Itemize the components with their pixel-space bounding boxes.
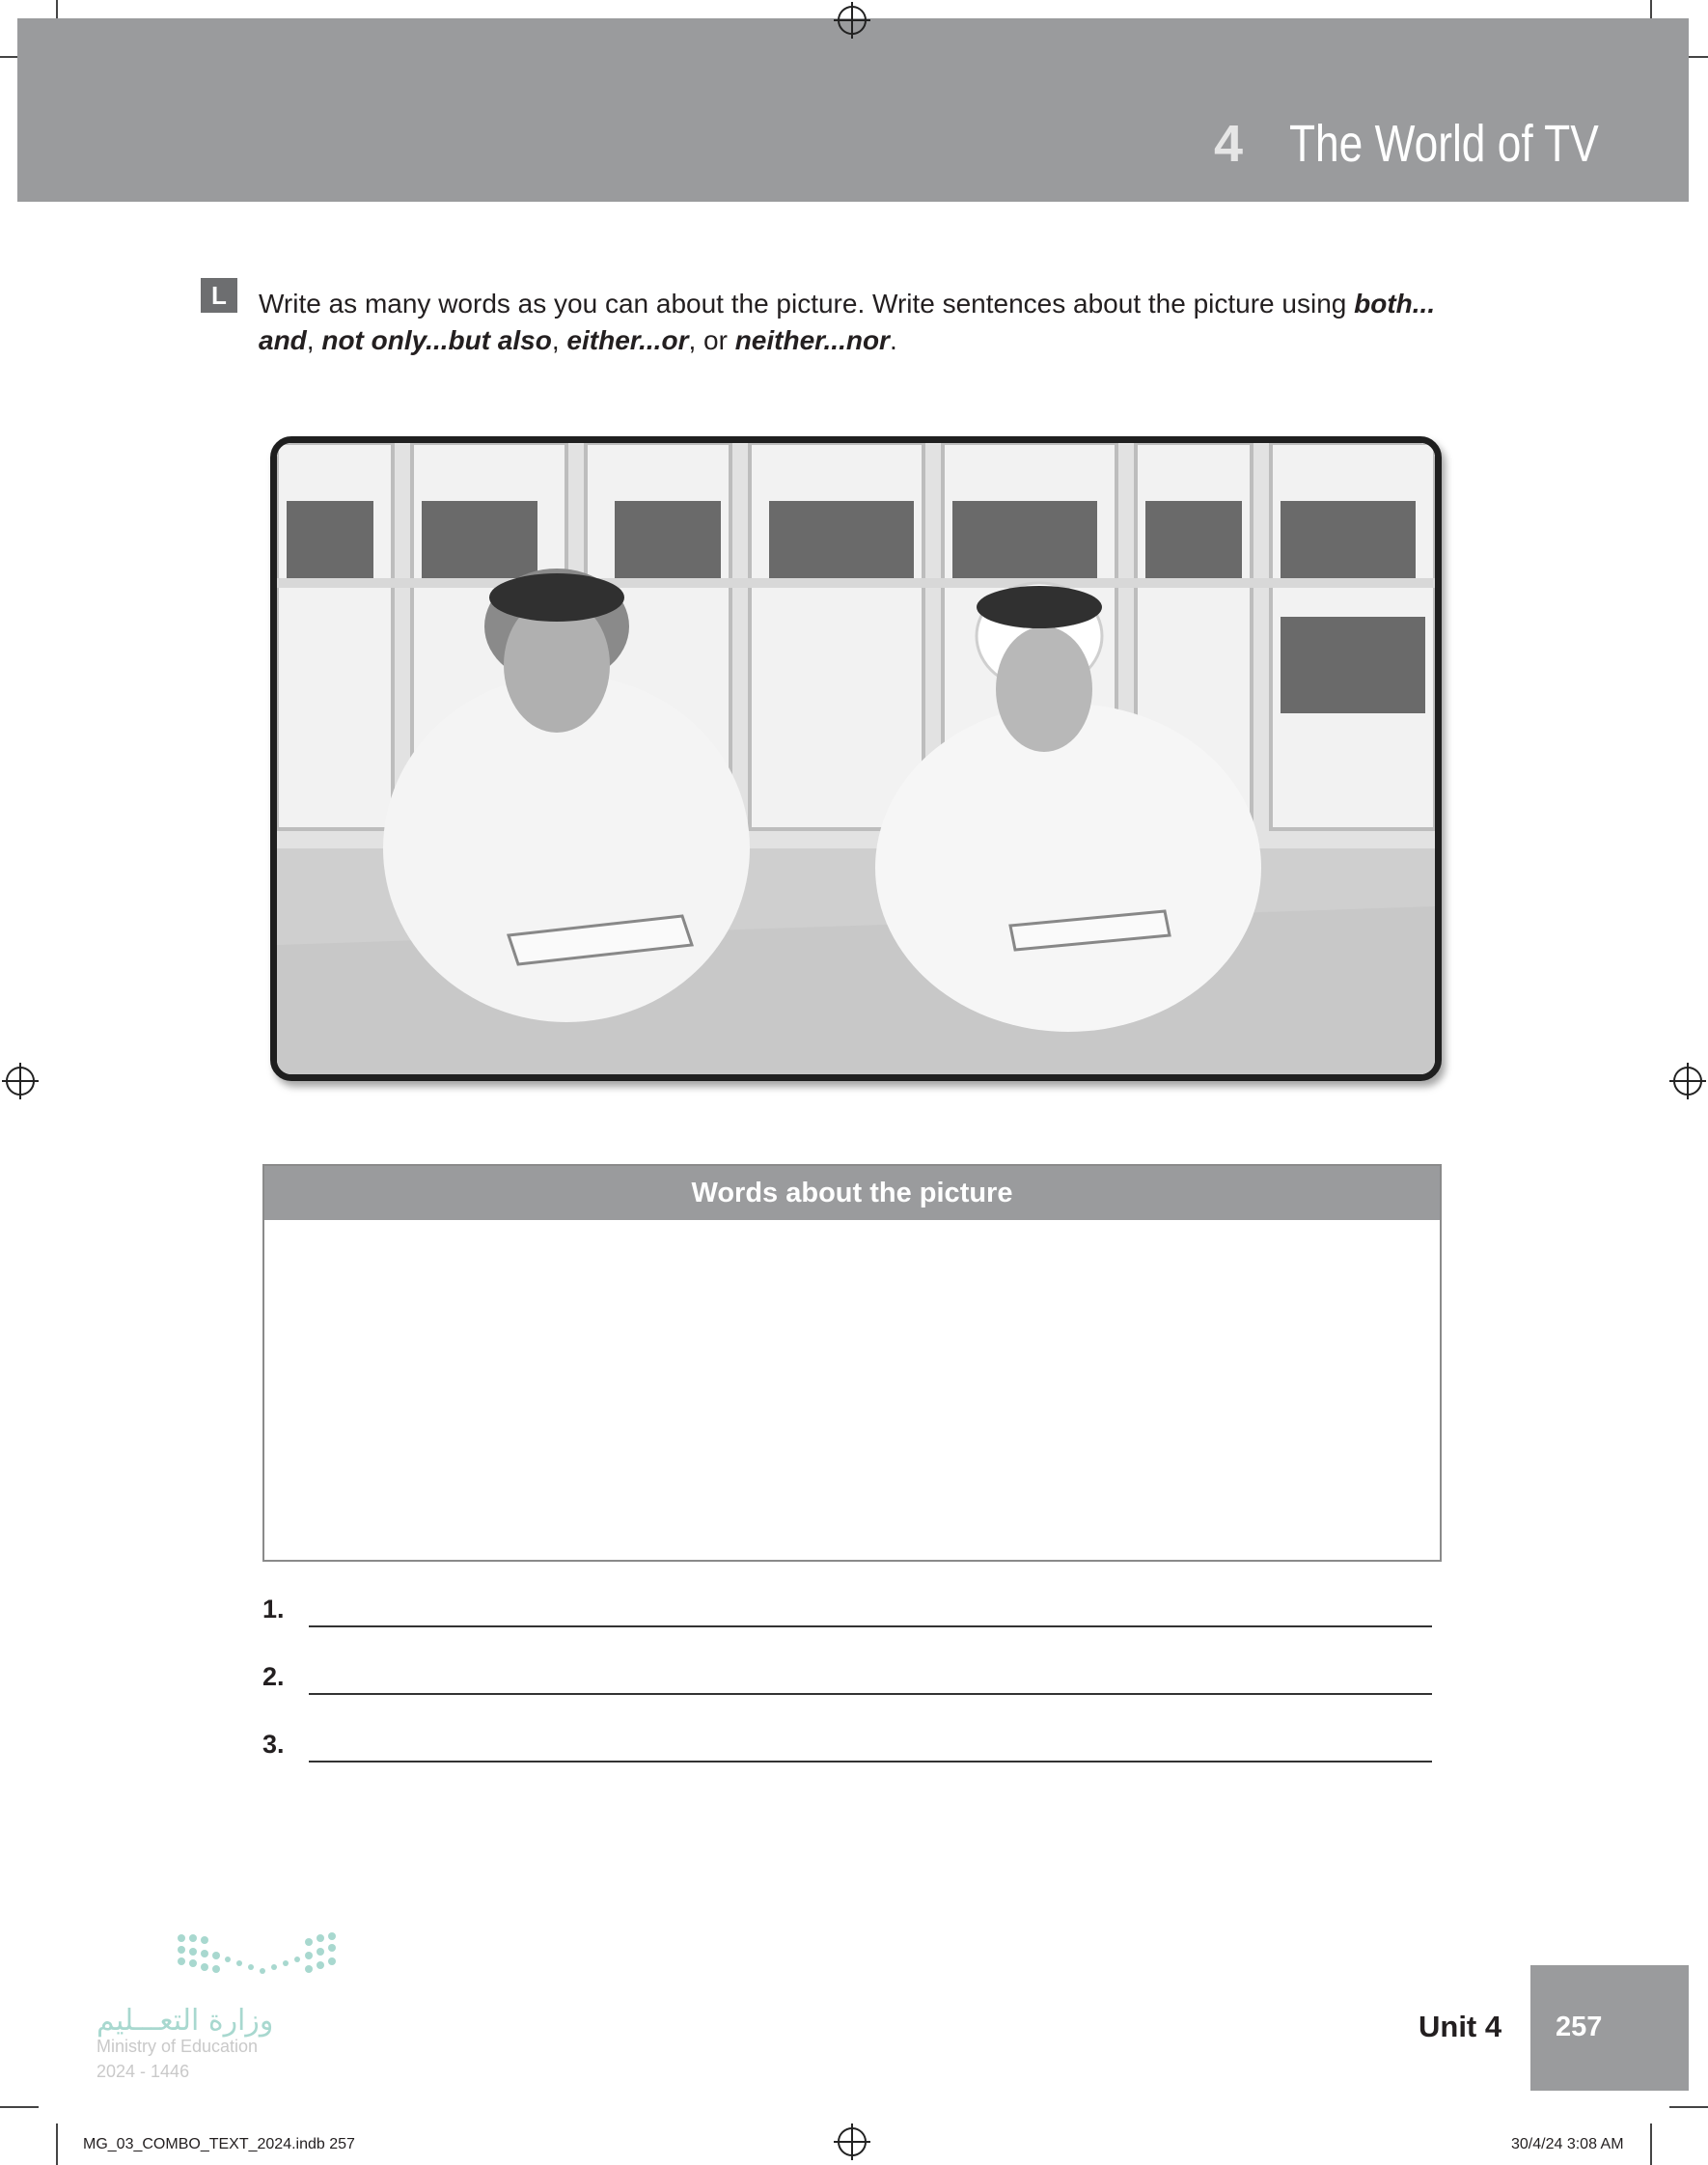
registration-mark-icon (1673, 1067, 1702, 1096)
exercise-instruction (259, 286, 1455, 359)
crop-mark (1650, 2123, 1652, 2165)
keyword-not-only: not only...but also (321, 325, 552, 355)
writing-rule (309, 1625, 1432, 1627)
line-number: 3. (262, 1730, 285, 1759)
words-about-picture-box (262, 1164, 1442, 1562)
ministry-name-arabic: وزارة التعـــليم (96, 2004, 274, 2038)
crop-mark (56, 2123, 58, 2165)
keyword-neither-nor: neither...nor (734, 325, 890, 355)
keyword-and: and (259, 325, 307, 355)
instruction-end: . (889, 325, 897, 355)
ministry-year: 2024 - 1446 (96, 2062, 190, 2081)
keyword-both: both... (1354, 289, 1436, 319)
words-box-writing-area[interactable] (264, 1220, 1440, 1560)
photo-two-men-reading-icon (277, 443, 1435, 1074)
sentence-line-1[interactable] (262, 1595, 1442, 1633)
separator: , (306, 325, 322, 355)
unit-number: 4 (1214, 115, 1244, 173)
line-number: 2. (262, 1662, 285, 1691)
separator: , (551, 325, 567, 355)
print-slug-date: 30/4/24 3:08 AM (1511, 2136, 1624, 2152)
print-slug-file: MG_03_COMBO_TEXT_2024.indb 257 (83, 2136, 355, 2152)
photo-frame (270, 436, 1442, 1081)
ministry-name-english: Ministry of Education (96, 2037, 259, 2056)
sentence-line-3[interactable] (262, 1730, 1442, 1768)
registration-mark-icon (838, 2127, 867, 2156)
writing-rule (309, 1761, 1432, 1763)
crop-mark (0, 2106, 39, 2108)
unit-title: The World of TV (1289, 115, 1599, 173)
registration-mark-icon (838, 6, 867, 35)
keyword-either-or: either...or (566, 325, 689, 355)
words-box-header: Words about the picture (264, 1166, 1440, 1220)
instruction-text: Write as many words as you can about the picture. Write sentences about the picture using (259, 289, 1355, 319)
sentence-line-2[interactable] (262, 1662, 1442, 1701)
header-band (17, 18, 1689, 202)
registration-mark-icon (6, 1067, 35, 1096)
crop-mark (1669, 2106, 1708, 2108)
page-number: 257 (1556, 2012, 1603, 2042)
page-number-tab (1530, 1965, 1689, 2091)
writing-rule (309, 1693, 1432, 1695)
footer-unit-label: Unit 4 (1419, 2010, 1502, 2043)
separator: , or (688, 325, 735, 355)
ministry-logo-icon (174, 1930, 347, 1988)
line-number: 1. (262, 1595, 285, 1624)
exercise-badge: L (201, 278, 237, 313)
